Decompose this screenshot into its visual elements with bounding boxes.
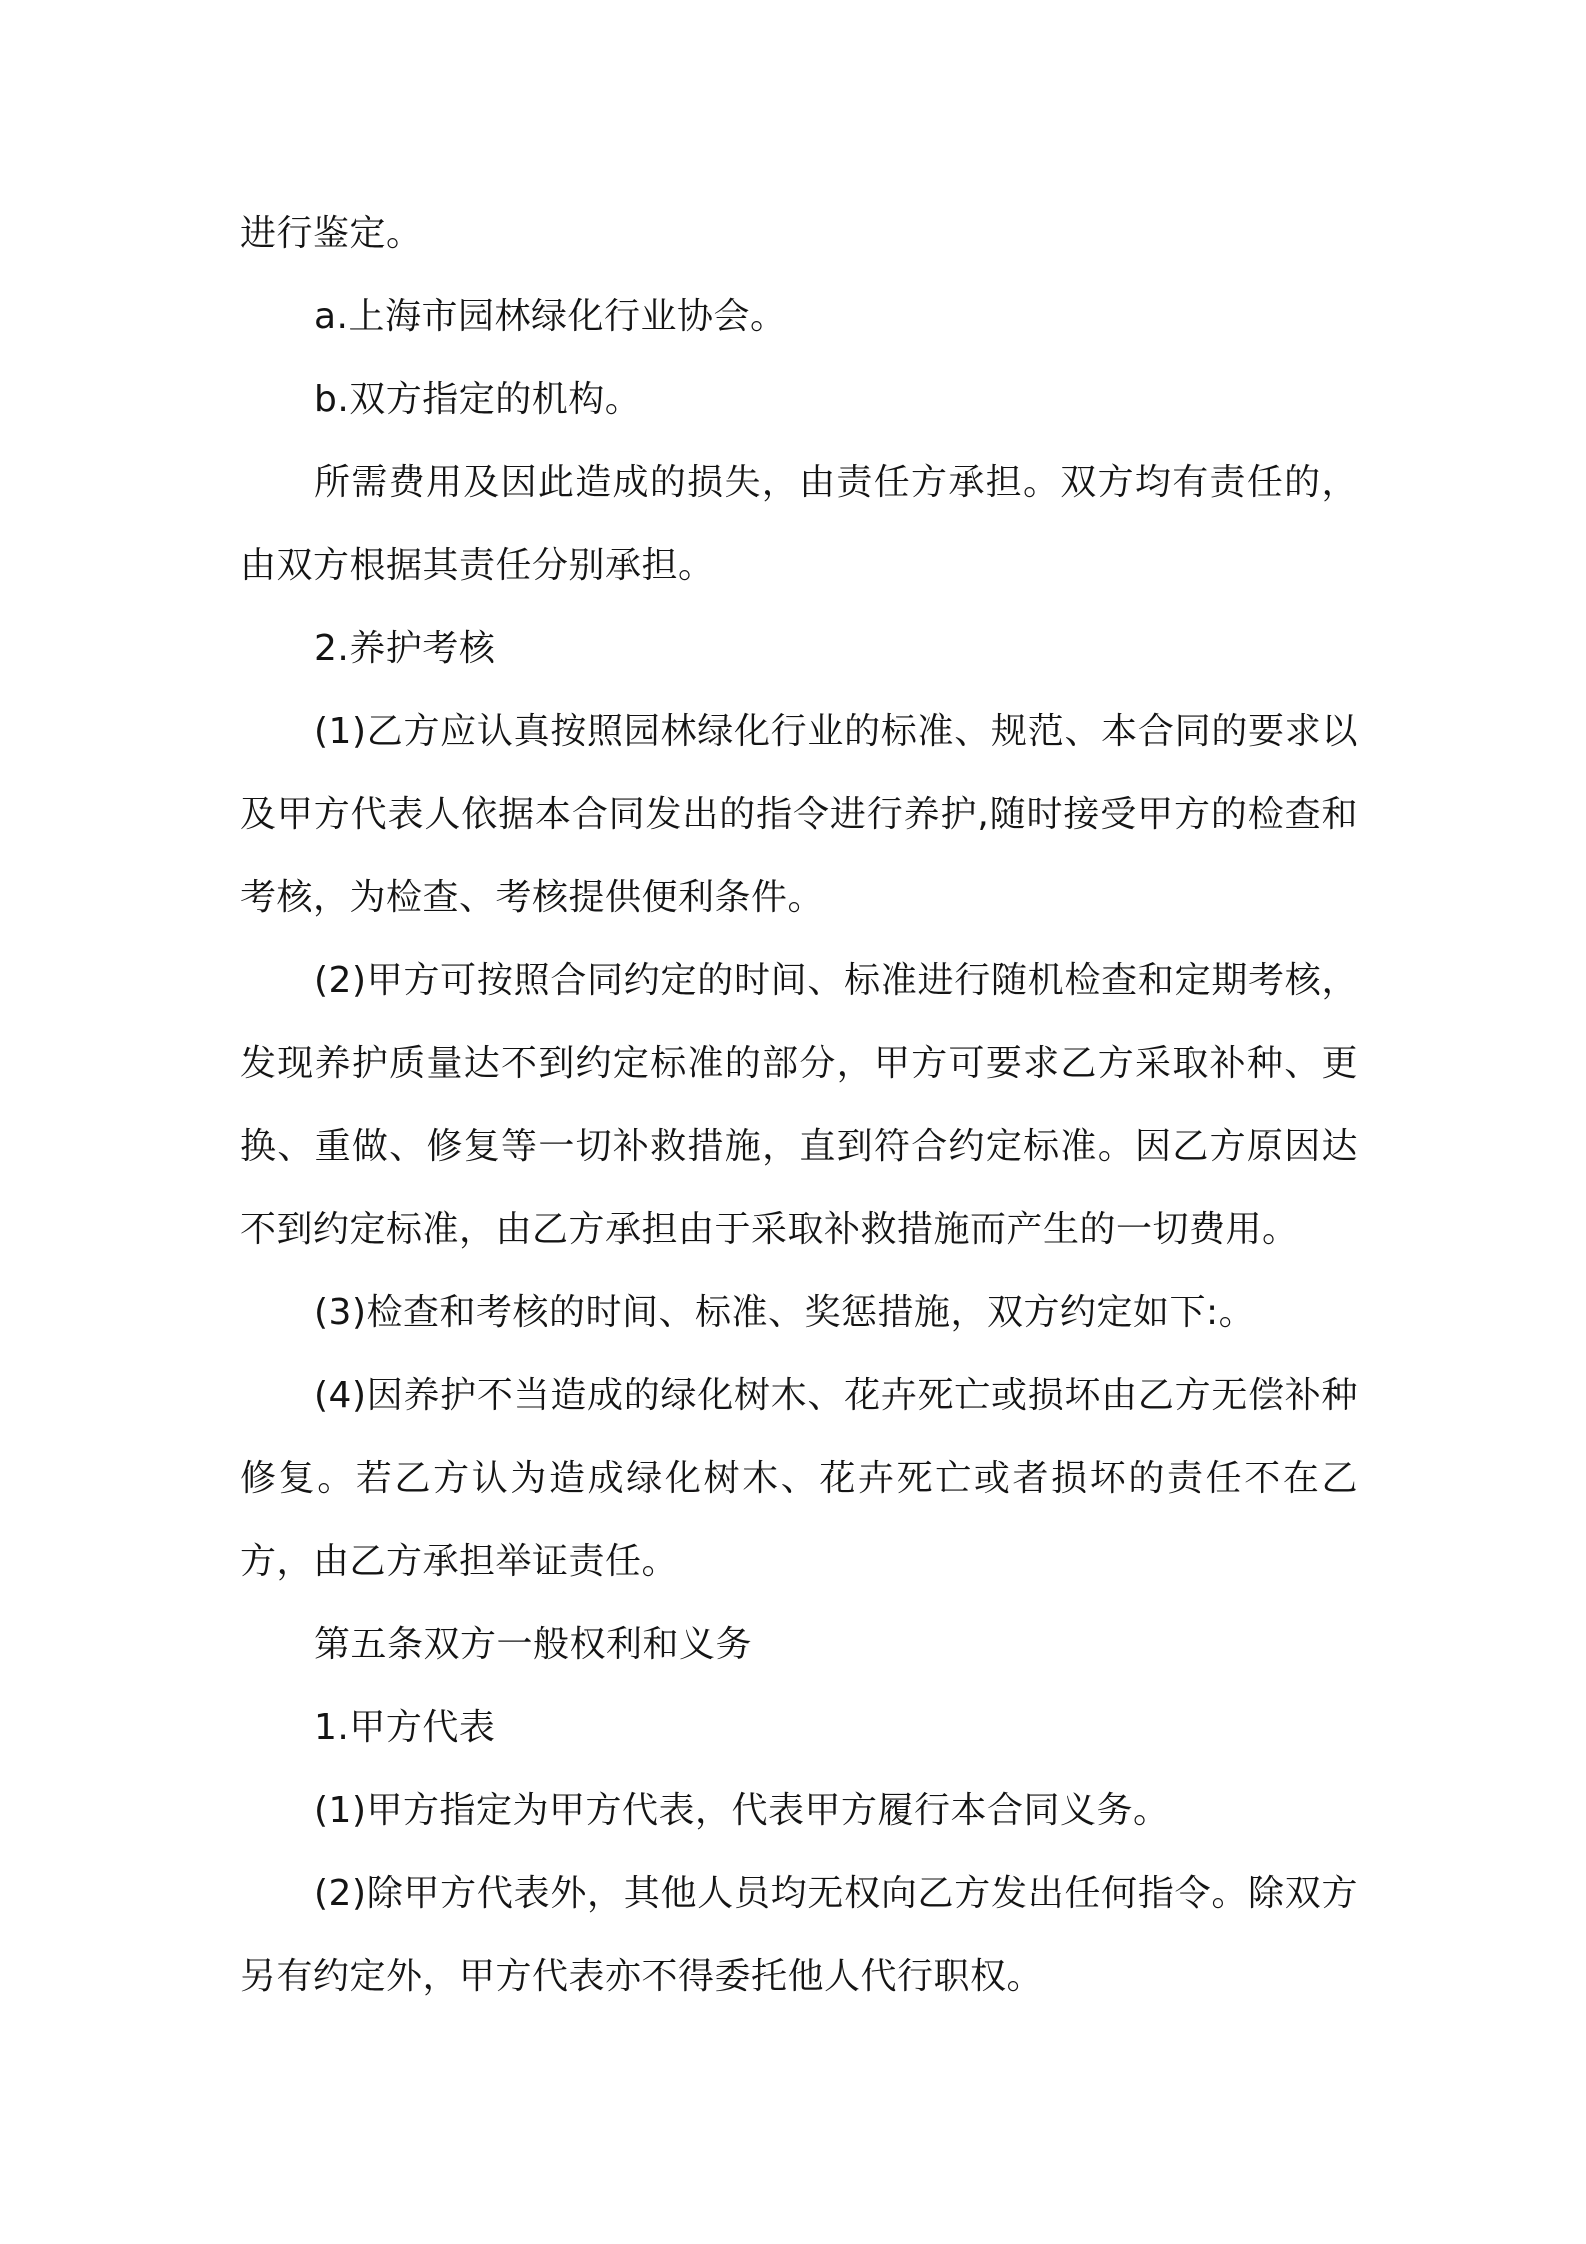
paragraph: (3)检查和考核的时间、标准、奖惩措施，双方约定如下:。	[314, 1292, 1256, 1333]
document-body	[240, 192, 1358, 2018]
paragraph: b.双方指定的机构。	[314, 379, 642, 420]
paragraph: 所需费用及因此造成的损失，由责任方承担。双方均有责任的，由双方根据其责任分别承担。	[240, 462, 1358, 586]
paragraph: (1)乙方应认真按照园林绿化行业的标准、规范、本合同的要求以及甲方代表人依据本合同发出的指令进行养护,随时接受甲方的检查和考核，为检查、考核提供便利条件。	[240, 711, 1358, 918]
paragraph: a.上海市园林绿化行业协会。	[314, 296, 787, 337]
paragraph: (4)因养护不当造成的绿化树木、花卉死亡或损坏由乙方无偿补种修复。若乙方认为造成绿化树木、花卉死亡或者损坏的责任不在乙方，由乙方承担举证责任。	[240, 1375, 1358, 1582]
paragraph: 进行鉴定。	[240, 213, 423, 254]
paragraph: (2)除甲方代表外，其他人员均无权向乙方发出任何指令。除双方另有约定外，甲方代表亦不得委托他人代行职权。	[240, 1873, 1358, 1997]
section-heading: 1.甲方代表	[314, 1707, 496, 1748]
paragraph: (1)甲方指定为甲方代表，代表甲方履行本合同义务。	[314, 1790, 1170, 1831]
paragraph: (2)甲方可按照合同约定的时间、标准进行随机检查和定期考核，发现养护质量达不到约定标准的部分，甲方可要求乙方采取补种、更换、重做、修复等一切补救措施，直到符合约定标准。因乙方原因达不到约定标准，由乙方承担由于采取补救措施而产生的一切费用。	[240, 960, 1358, 1250]
article-heading: 第五条双方一般权利和义务	[314, 1624, 753, 1665]
section-heading: 2.养护考核	[314, 628, 496, 669]
